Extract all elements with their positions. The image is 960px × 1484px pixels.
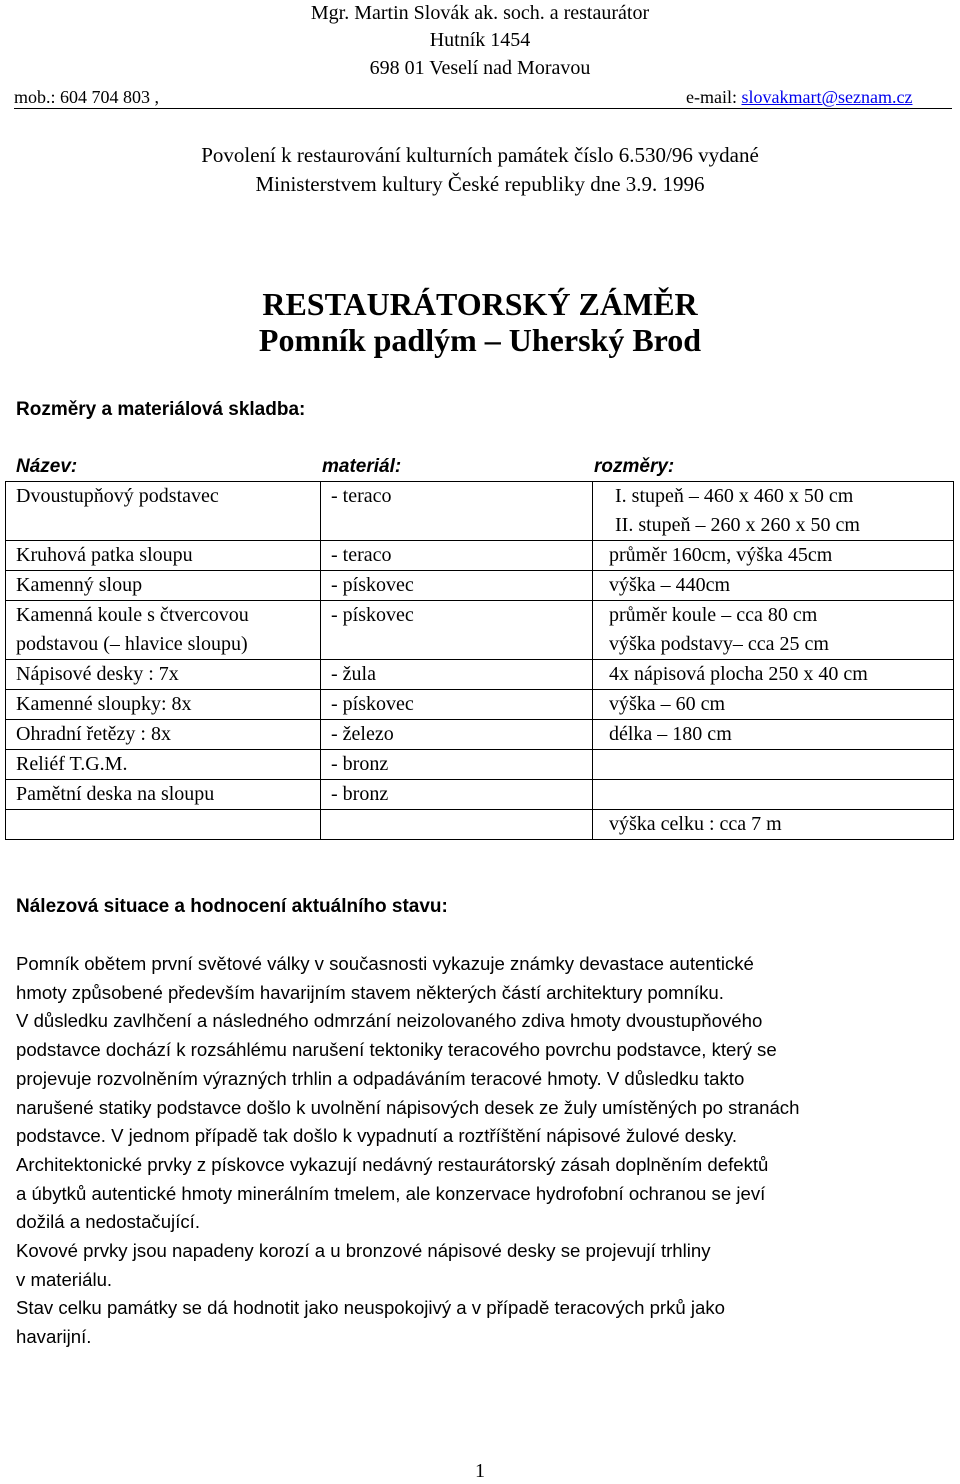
table-row [6,660,954,690]
author-street: Hutník 1454 [429,29,531,51]
cell-material: - bronz [321,750,593,780]
cell-material: - teraco [321,541,593,571]
cell-name: Ohradní řetězy : 8x [6,720,321,750]
name-line: Kamenná koule s čtvercovou [16,604,249,626]
cell-dimensions: výška celku : cca 7 m [593,810,954,840]
permit-statement [0,141,960,199]
cell-material [321,810,593,840]
body-line: projevuje rozvolněním výrazných trhlin a odpadáváním teracové hmoty. V důsledku takto [16,1067,745,1089]
dim-line: I. stupeň – 460 x 460 x 50 cm [615,485,854,507]
cell-material: - žula [321,660,593,690]
cell-material: - bronz [321,780,593,810]
email-label: e-mail: [686,87,742,107]
dim-line: výška podstavy– cca 25 cm [609,633,829,655]
cell-material: - pískovec [321,571,593,601]
dim-line: II. stupeň – 260 x 260 x 50 cm [615,514,860,536]
permit-line-1: Povolení k restaurování kulturních památek číslo 6.530/96 vydané [201,143,759,167]
dim-line: průměr koule – cca 80 cm [609,604,818,626]
cell-dimensions: 4x nápisová plocha 250 x 40 cm [593,660,954,690]
cell-dimensions [593,482,954,541]
body-line: Kovové prvky jsou napadeny korozí a u bronzové nápisové desky se projevují trhliny [16,1240,711,1262]
contact-row [14,86,952,109]
email-block [686,86,913,108]
cell-material: - pískovec [321,690,593,720]
cell-name: Pamětní deska na sloupu [6,780,321,810]
page-number: 1 [475,1460,485,1482]
name-line: podstavou (– hlavice sloupu) [16,633,248,655]
author-city: 698 01 Veselí nad Moravou [369,57,591,79]
body-line: Architektonické prvky z pískovce vykazují nedávný restaurátorský zásah doplněním defektů [16,1153,769,1175]
body-line: Stav celku památky se dá hodnotit jako neuspokojivý a v případě teracových prků jako [16,1297,726,1319]
cell-dimensions: průměr 160cm, výška 45cm [593,541,954,571]
cell-dimensions [593,750,954,780]
phone-number: mob.: 604 704 803 , [14,87,160,107]
table-row [6,571,954,601]
column-header-material: materiál: [322,456,402,477]
cell-name: Reliéf T.G.M. [6,750,321,780]
column-header-name: Název: [16,456,78,477]
permit-line-2: Ministerstvem kultury České republiky dne 3.9. 1996 [255,172,705,196]
cell-name: Kamenný sloup [6,571,321,601]
body-line: narušené statiky podstavce došlo k uvolnění nápisových desek ze žuly umístěných po stranách [16,1096,800,1118]
email-link[interactable]: slovakmart@seznam.cz [741,87,913,107]
table-row [6,601,954,660]
table-row [6,720,954,750]
findings-heading: Nálezová situace a hodnocení aktuálního stavu: [16,896,448,917]
findings-body [16,950,952,1352]
cell-material: - železo [321,720,593,750]
cell-dimensions [593,780,954,810]
body-line: hmoty způsobené především havarijním stavem některých částí architektury pomníku. [16,981,724,1003]
document-subtitle: Pomník padlým – Uherský Brod [258,322,702,358]
cell-material: - teraco [321,482,593,541]
table-row [6,690,954,720]
body-line: a úbytků autentické hmoty minerálním tmelem, ale konzervace hydrofobní ochranou se jeví [16,1182,766,1204]
table-row [6,541,954,571]
body-line: V důsledku zavlhčení a následného odmrzání neizolovaného zdiva hmoty dvoustupňového [16,1010,763,1032]
table-row [6,780,954,810]
body-line: Pomník obětem první světové války v současnosti vykazuje známky devastace autentické [16,953,754,974]
dimensions-heading: Rozměry a materiálová skladba: [16,399,306,420]
author-name: Mgr. Martin Slovák ak. soch. a restaurátor [310,2,650,24]
cell-dimensions [593,601,954,660]
cell-name: Kruhová patka sloupu [6,541,321,571]
document-title: RESTAURÁTORSKÝ ZÁMĚR [262,286,698,322]
cell-name: Kamenné sloupky: 8x [6,690,321,720]
body-line: havarijní. [16,1326,92,1348]
table-row [6,482,954,541]
cell-dimensions: délka – 180 cm [593,720,954,750]
cell-dimensions: výška – 440cm [593,571,954,601]
body-line: podstavce. V jednom případě tak došlo k vypadnutí a roztříštění nápisové žulové desky. [16,1125,738,1147]
body-line: podstavce dochází k rozsáhlému narušení tektoniky teracového povrchu podstavce, který se [16,1039,777,1061]
body-line: v materiálu. [16,1268,113,1290]
table-row [6,750,954,780]
column-header-dimensions: rozměry: [594,456,675,477]
cell-name: Nápisové desky : 7x [6,660,321,690]
cell-name [6,601,321,660]
cell-dimensions: výška – 60 cm [593,690,954,720]
cell-material: - pískovec [321,601,593,660]
cell-name: Dvoustupňový podstavec [6,482,321,541]
dimensions-table [5,481,954,840]
table-row [6,810,954,840]
body-line: dožilá a nedostačující. [16,1211,200,1233]
cell-name [6,810,321,840]
